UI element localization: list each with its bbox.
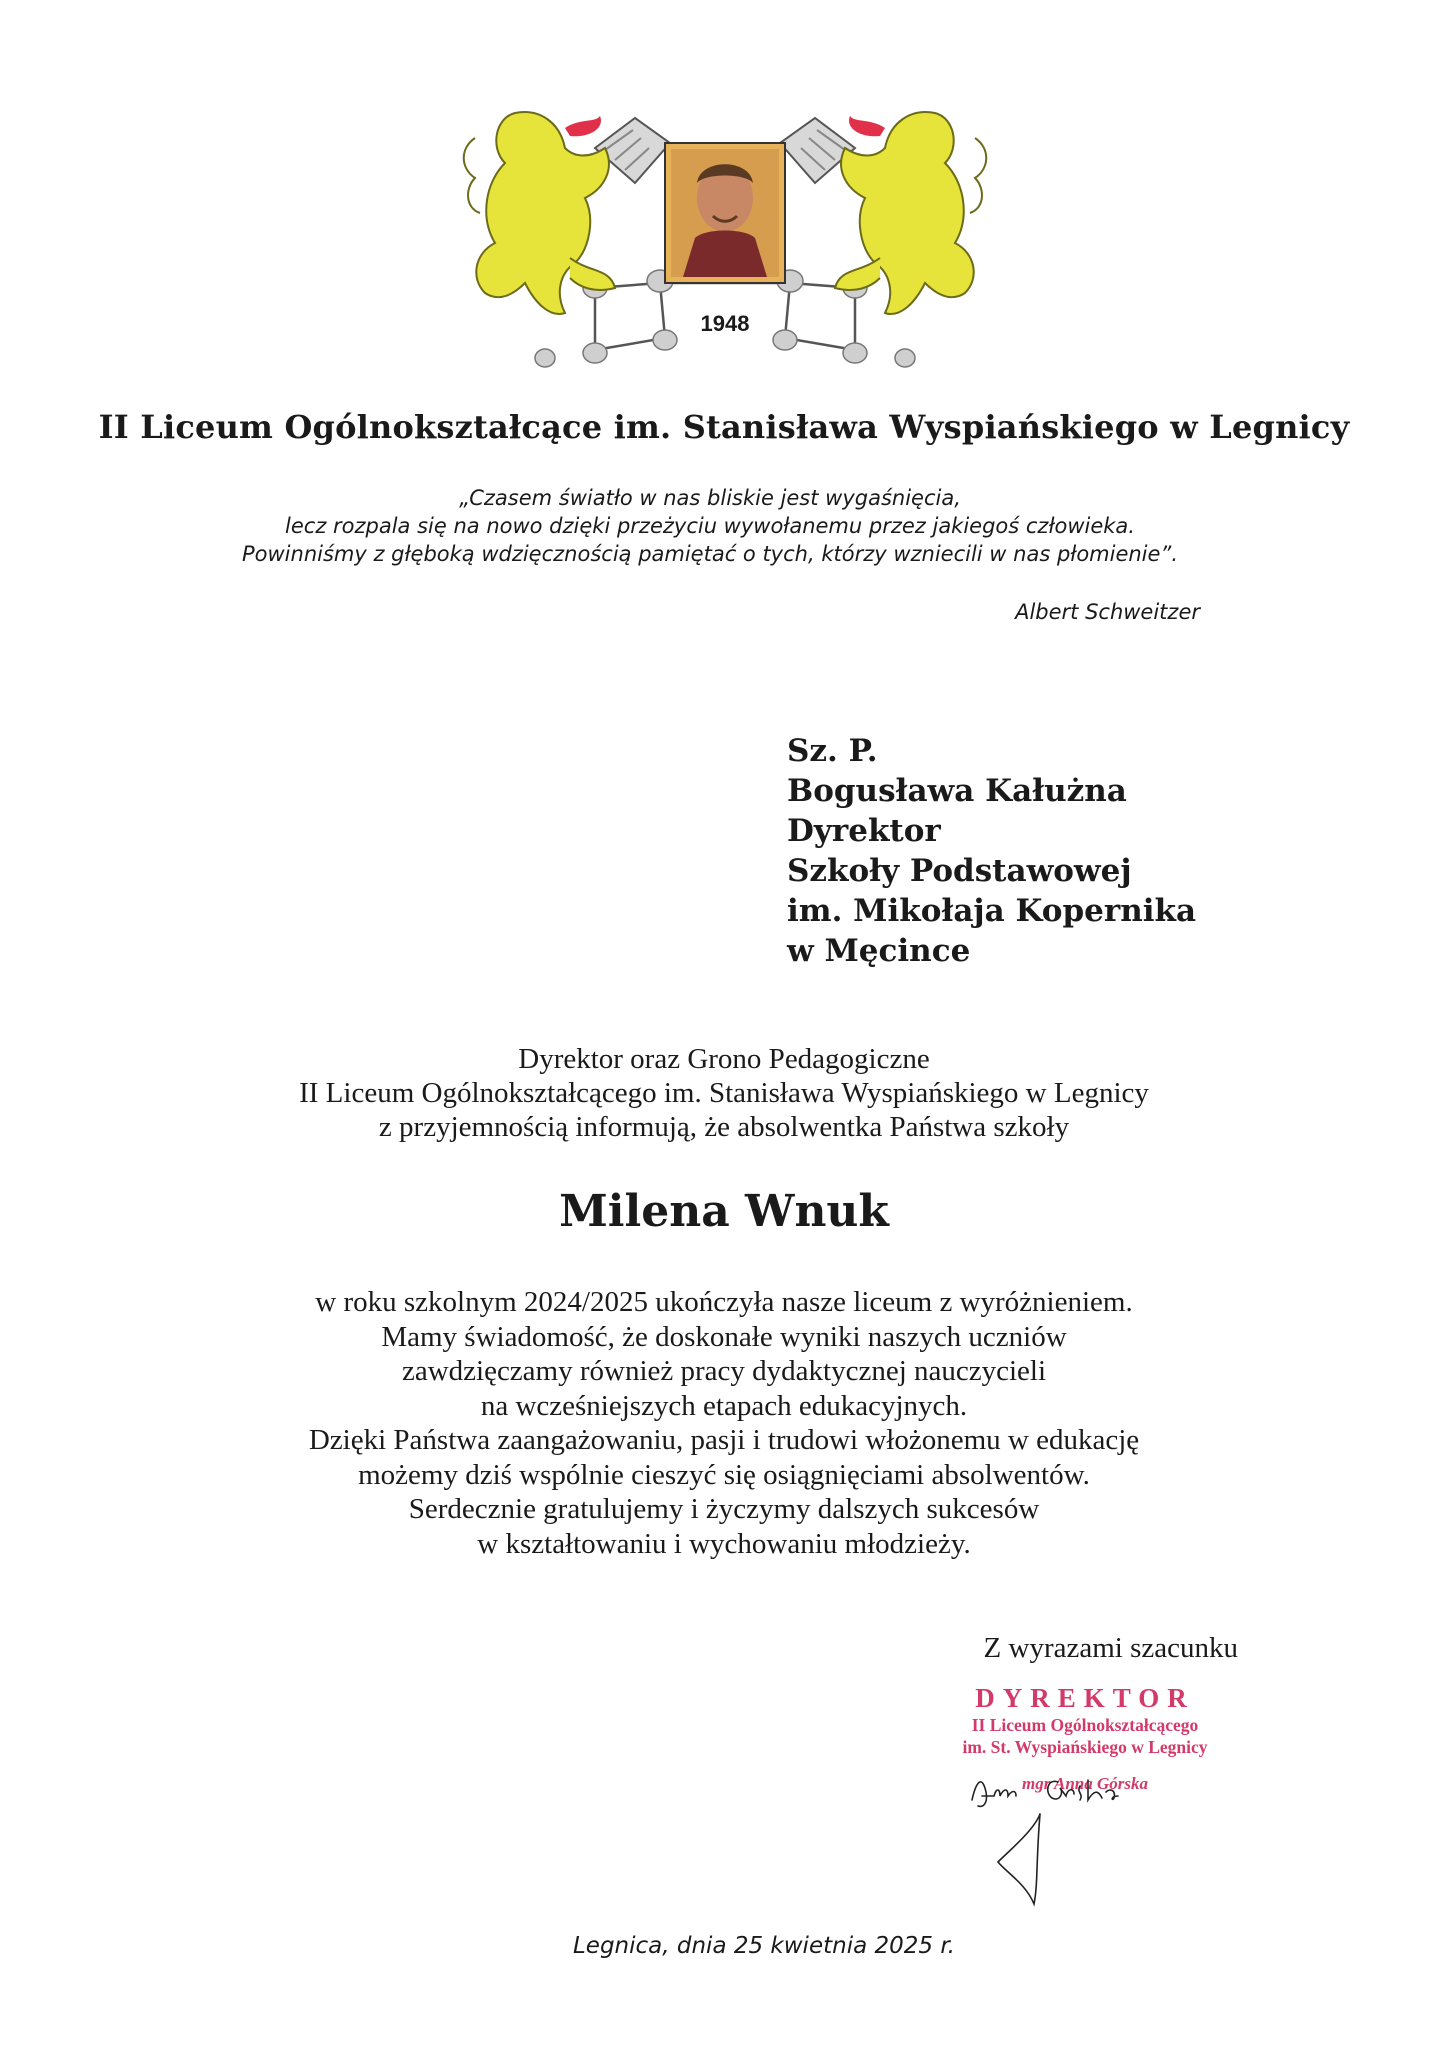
body-paragraph (0, 1285, 1448, 1561)
stamp-name: mgr Anna Górska (1022, 1774, 1148, 1793)
intro-line: II Liceum Ogólnokształcącego im. Stanisława Wyspiańskiego w Legnicy (299, 1077, 1149, 1109)
recipient-line: Bogusława Kałużna (787, 773, 1127, 809)
quote-line: lecz rozpala się na nowo dzięki przeżyciu wywołanemu przez jakiegoś człowieka. (285, 514, 1135, 538)
quote-line: Powinniśmy z głęboką wdzięcznością pamiętać o tych, którzy wzniecili w nas płomienie”. (241, 542, 1178, 566)
left-lion-tongue (565, 116, 601, 136)
portrait-image (665, 143, 785, 283)
body-line: możemy dziś wspólnie cieszyć się osiągnięciami absolwentów. (358, 1458, 1090, 1491)
intro-line: z przyjemnością informują, że absolwentka Państwa szkoły (378, 1111, 1070, 1143)
recipient-line: Sz. P. (787, 733, 878, 769)
body-line: Serdecznie gratulujemy i życzymy dalszych sukcesów (408, 1493, 1040, 1525)
body-line: w kształtowaniu i wychowaniu młodzieży. (477, 1527, 971, 1560)
body-line: Mamy świadomość, że doskonałe wyniki naszych uczniów (381, 1320, 1067, 1353)
school-crest-logo (455, 88, 995, 398)
right-lion-tongue (849, 116, 885, 136)
quote-line: „Czasem światło w nas bliskie jest wygaśnięcia, (459, 486, 961, 510)
intro-paragraph (0, 1042, 1448, 1144)
left-lion-icon (464, 112, 615, 314)
student-name: Milena Wnuk (559, 1186, 889, 1237)
closing-phrase: Z wyrazami szacunku (983, 1632, 1238, 1664)
right-lion-icon (835, 112, 986, 314)
quote-block (150, 484, 1270, 568)
quote-author: Albert Schweitzer (1015, 600, 1200, 624)
recipient-line: im. Mikołaja Kopernika (787, 893, 1197, 929)
recipient-line: Szkoły Podstawowej (787, 853, 1132, 889)
intro-line: Dyrektor oraz Grono Pedagogiczne (518, 1043, 930, 1075)
recipient-address (787, 731, 1196, 971)
body-line: w roku szkolnym 2024/2025 ukończyła nasze liceum z wyróżnieniem. (315, 1286, 1133, 1318)
body-line: zawdzięczamy również pracy dydaktycznej nauczycieli (401, 1355, 1047, 1387)
stamp-line: im. St. Wyspiańskiego w Legnicy (962, 1737, 1208, 1757)
stamp-title: DYREKTOR (975, 1683, 1195, 1713)
school-name-heading: II Liceum Ogólnokształcące im. Stanisława Wyspiańskiego w Legnicy (98, 408, 1350, 446)
stamp-line: II Liceum Ogólnokształcącego (971, 1715, 1199, 1735)
handwritten-signature (960, 1752, 1160, 1942)
crest-year: 1948 (700, 311, 750, 336)
body-line: na wcześniejszych etapach edukacyjnych. (480, 1389, 968, 1422)
recipient-line: w Męcince (787, 933, 971, 969)
place-and-date: Legnica, dnia 25 kwietnia 2025 r. (572, 1933, 955, 1959)
recipient-line: Dyrektor (787, 813, 941, 849)
body-line: Dzięki Państwa zaangażowaniu, pasji i trudowi włożonemu w edukację (308, 1424, 1140, 1456)
